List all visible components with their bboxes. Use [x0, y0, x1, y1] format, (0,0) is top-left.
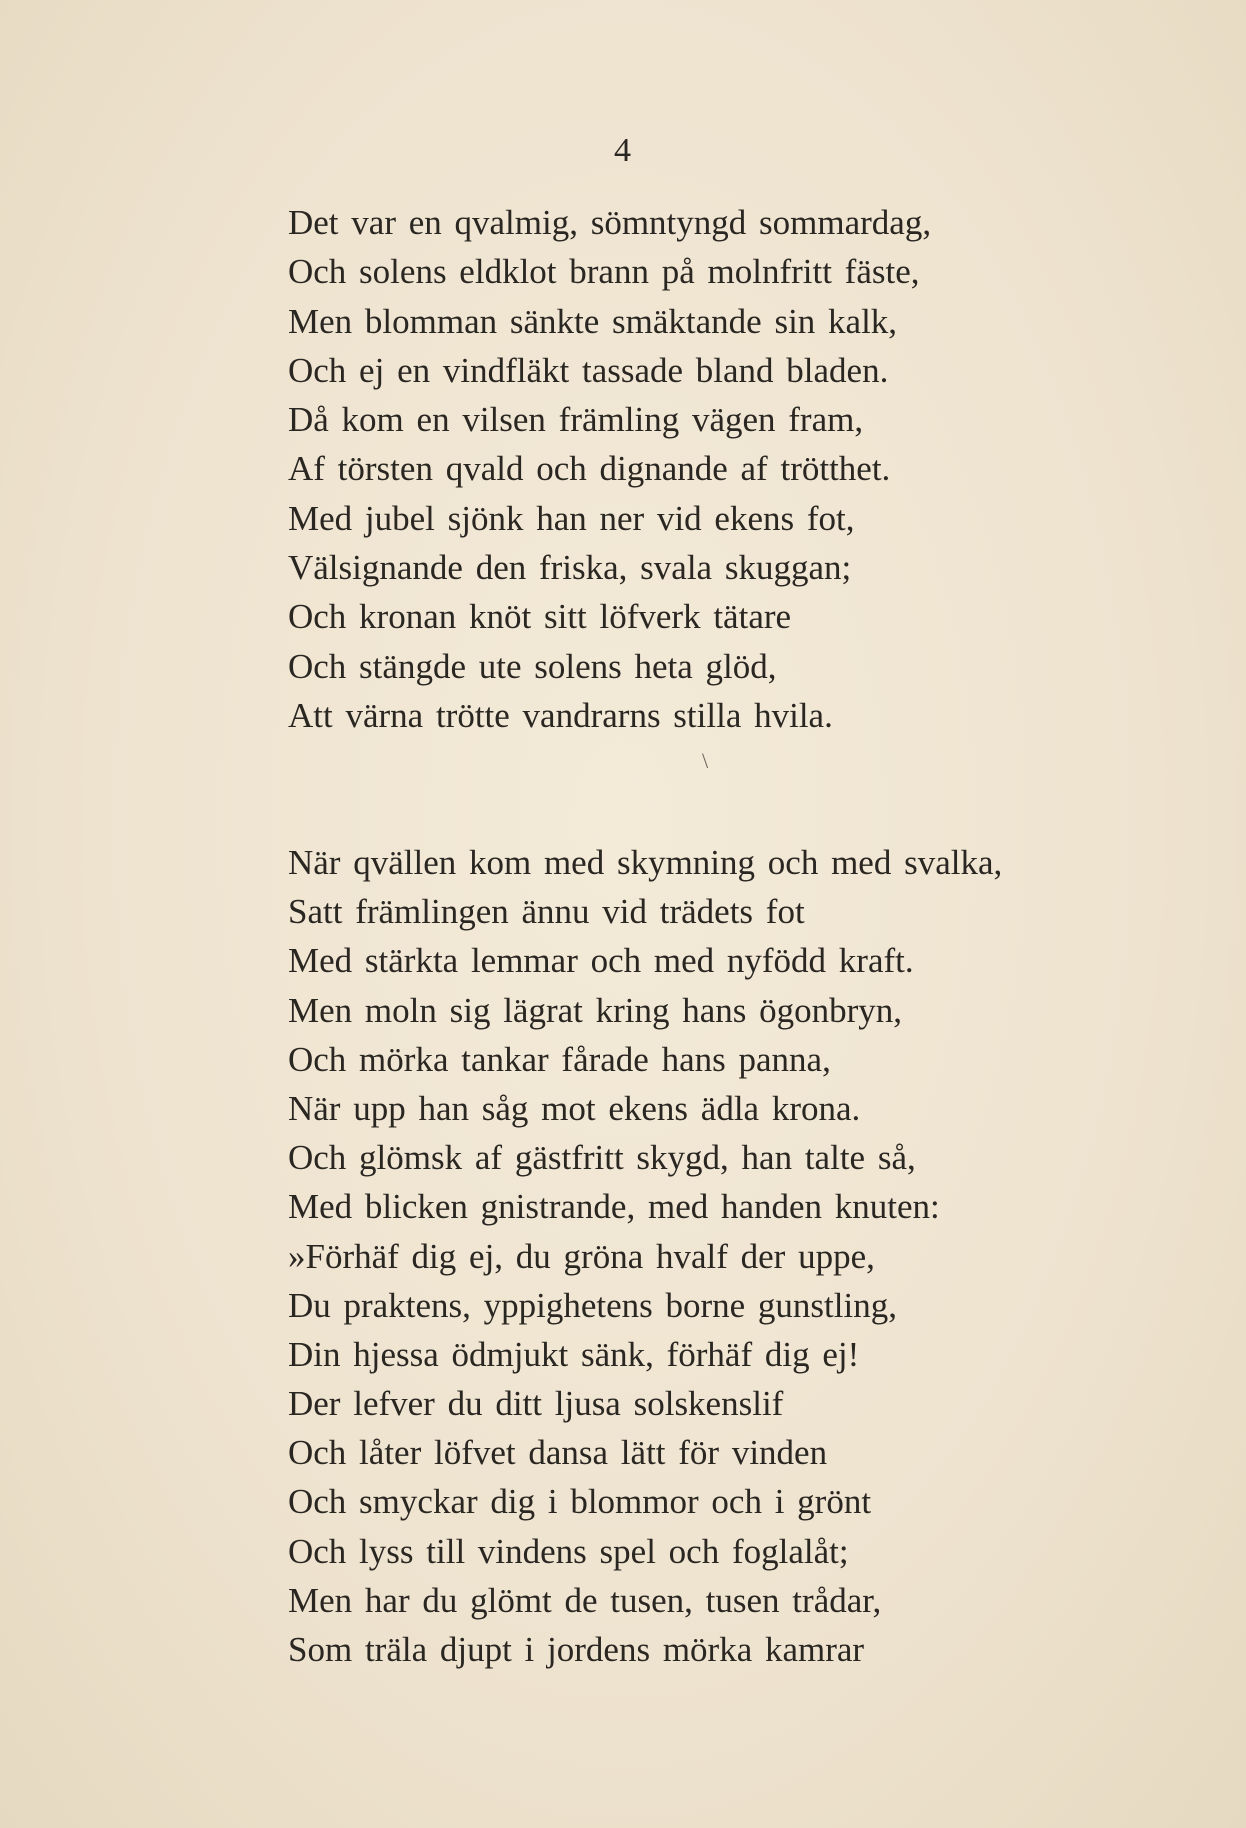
poem-line: Att värna trötte vandrarns stilla hvila.: [288, 695, 833, 735]
poem-line: Med jubel sjönk han ner vid ekens fot,: [288, 498, 855, 538]
poem-line: När qvällen kom med skymning och med svalka,: [288, 843, 1003, 882]
poem-line: Med stärkta lemmar och med nyfödd kraft.: [288, 941, 914, 981]
poem-line: »Förhäf dig ej, du gröna hvalf der uppe,: [288, 1236, 875, 1276]
page-number: 4: [614, 132, 632, 169]
poem-line: När upp han såg mot ekens ädla krona.: [288, 1088, 861, 1128]
poem-line: Med blicken gnistrande, med handen knuten:: [288, 1187, 940, 1227]
poem-line: Välsignande den friska, svala skuggan;: [288, 548, 852, 588]
poem-line: Der lefver du ditt ljusa solskenslif: [288, 1384, 784, 1424]
poem-line: Och låter löfvet dansa lätt för vinden: [288, 1433, 828, 1473]
poem-line: Och mörka tankar fårade hans panna,: [288, 1039, 831, 1079]
poem-line: Din hjessa ödmjukt sänk, förhäf dig ej!: [288, 1334, 860, 1374]
poem-line: Och kronan knöt sitt löfverk tätare: [288, 597, 792, 637]
poem-line: Du praktens, yppighetens borne gunstling,: [288, 1285, 897, 1325]
poem-line: Som träla djupt i jordens mörka kamrar: [288, 1630, 865, 1669]
stanza-2: [288, 838, 1188, 1674]
poem-line: Men har du glömt de tusen, tusen trådar,: [288, 1580, 882, 1620]
poem-line: Men moln sig lägrat kring hans ögonbryn,: [288, 990, 903, 1030]
poem-line: Och ej en vindfläkt tassade bland bladen.: [288, 350, 889, 390]
poem-line: Och glömsk af gästfritt skygd, han talte så,: [288, 1138, 916, 1178]
poem-line: Det var en qvalmig, sömntyngd sommardag,: [288, 203, 932, 242]
poem-line: Af törsten qvald och dignande af trötthet.: [288, 449, 891, 489]
poem-line: Men blomman sänkte smäktande sin kalk,: [288, 301, 898, 341]
poem-line: Och lyss till vindens spel och foglalåt;: [288, 1531, 849, 1571]
poem-line: Och stängde ute solens heta glöd,: [288, 646, 777, 686]
ink-speck: \: [702, 748, 709, 773]
stanza-1: [288, 198, 1188, 740]
poem-line: Satt främlingen ännu vid trädets fot: [288, 892, 805, 932]
poem-line: Då kom en vilsen främling vägen fram,: [288, 400, 864, 440]
poem-line: Och smyckar dig i blommor och i grönt: [288, 1482, 872, 1522]
poem-line: Och solens eldklot brann på molnfritt fäste,: [288, 252, 920, 292]
